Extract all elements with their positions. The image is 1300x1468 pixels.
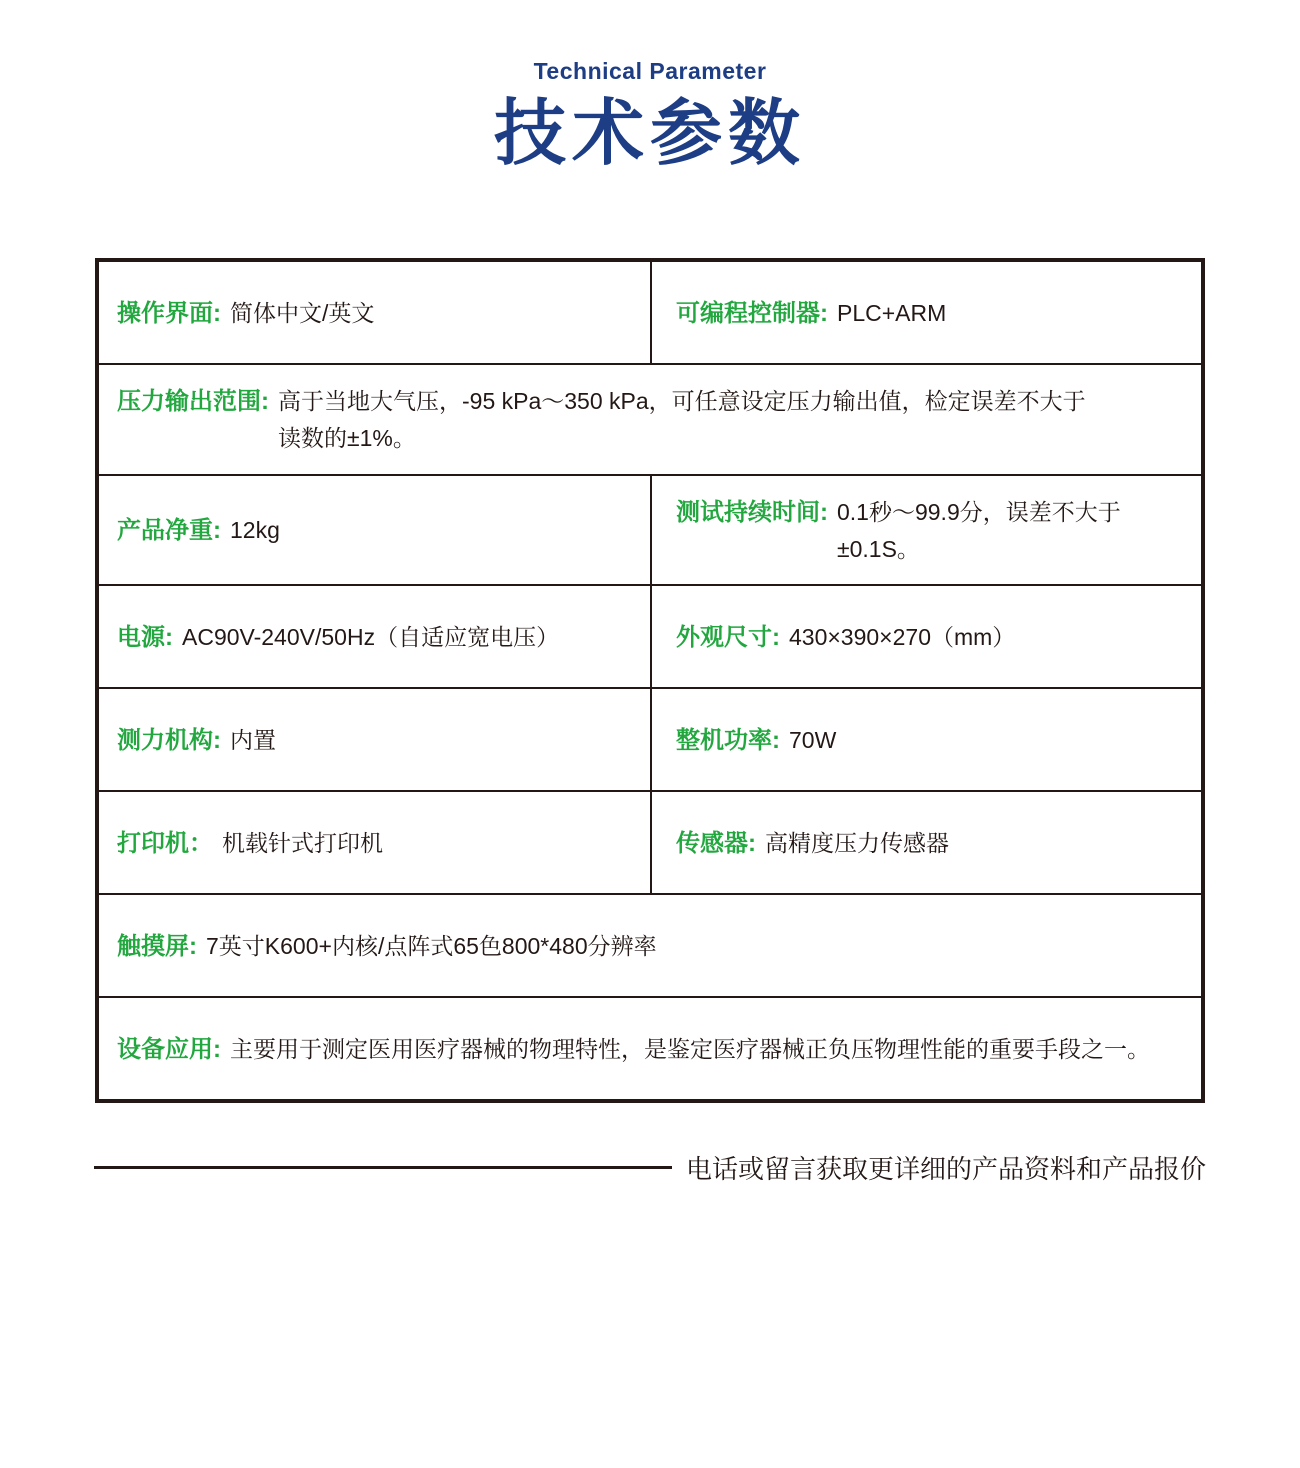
footer-rule-line xyxy=(94,1166,672,1169)
table-row xyxy=(99,893,1201,996)
param-label: 整机功率: xyxy=(676,727,780,755)
param-label: 测力机构: xyxy=(117,727,221,755)
param-label: 测试持续时间: xyxy=(676,498,828,526)
cell-content xyxy=(676,492,1187,569)
param-value: 高于当地大气压，-95 kPa～350 kPa，可任意设定压力输出值，检定误差不大于 读数的±1%。 xyxy=(278,388,1086,452)
cell-content xyxy=(117,510,636,549)
table-cell xyxy=(99,476,650,585)
param-value: PLC+ARM xyxy=(837,300,947,327)
table-row xyxy=(99,687,1201,790)
table-cell xyxy=(650,792,1201,893)
header-subtitle-en: Technical Parameter xyxy=(533,58,767,84)
table-cell xyxy=(99,689,650,790)
table-cell xyxy=(99,998,1201,1099)
param-label: 传感器: xyxy=(676,830,756,858)
cell-content xyxy=(117,1029,1187,1068)
cell-content xyxy=(117,823,636,862)
table-row xyxy=(99,474,1201,585)
param-value: 7英寸K600+内核/点阵式65色800*480分辨率 xyxy=(206,933,657,960)
page-title: 技术参数 xyxy=(493,94,806,174)
table-cell xyxy=(99,262,650,363)
cell-content xyxy=(676,720,1187,759)
cell-content xyxy=(117,381,1187,458)
param-label: 可编程控制器: xyxy=(676,300,828,328)
param-label: 电源: xyxy=(117,624,173,652)
cell-content xyxy=(676,823,1187,862)
page-header xyxy=(0,58,1300,174)
table-cell xyxy=(99,365,1201,474)
param-label: 打印机： xyxy=(117,830,213,858)
table-row xyxy=(99,262,1201,363)
table-cell xyxy=(650,586,1201,687)
table-row xyxy=(99,584,1201,687)
parameters-table xyxy=(95,258,1205,1103)
cell-content xyxy=(117,617,636,656)
table-cell xyxy=(99,792,650,893)
table-cell xyxy=(650,689,1201,790)
table-cell xyxy=(650,476,1201,585)
param-value: 430×390×270（mm） xyxy=(789,624,1016,651)
param-label: 操作界面: xyxy=(117,300,221,328)
cell-content xyxy=(117,926,1187,965)
table-cell xyxy=(99,586,650,687)
table-row xyxy=(99,363,1201,474)
table-row xyxy=(99,790,1201,893)
table-row xyxy=(99,996,1201,1099)
footer-note: 电话或留言获取更详细的产品资料和产品报价 xyxy=(685,1154,1206,1185)
table-cell xyxy=(650,262,1201,363)
param-label: 压力输出范围: xyxy=(117,388,269,416)
param-label: 设备应用: xyxy=(117,1036,221,1064)
param-value: 0.1秒～99.9分，误差不大于±0.1S。 xyxy=(837,498,1121,562)
param-label: 外观尺寸: xyxy=(676,624,780,652)
cell-content xyxy=(117,720,636,759)
param-value: 高精度压力传感器 xyxy=(765,830,949,857)
param-value: 主要用于测定医用医疗器械的物理特性，是鉴定医疗器械正负压物理性能的重要手段之一。 xyxy=(230,1036,1150,1063)
cell-content xyxy=(676,293,1187,332)
param-value: 机载针式打印机 xyxy=(222,830,383,857)
param-label: 产品净重: xyxy=(117,517,221,545)
param-value: AC90V-240V/50Hz（自适应宽电压） xyxy=(182,624,560,651)
param-label: 触摸屏: xyxy=(117,933,197,961)
page-footer xyxy=(94,1149,1206,1186)
param-value: 简体中文/英文 xyxy=(230,300,375,327)
param-value: 内置 xyxy=(230,727,276,754)
cell-content xyxy=(117,293,636,332)
param-value: 12kg xyxy=(230,517,280,544)
table-cell xyxy=(99,895,1201,996)
cell-content xyxy=(676,617,1187,656)
param-value: 70W xyxy=(789,727,837,754)
